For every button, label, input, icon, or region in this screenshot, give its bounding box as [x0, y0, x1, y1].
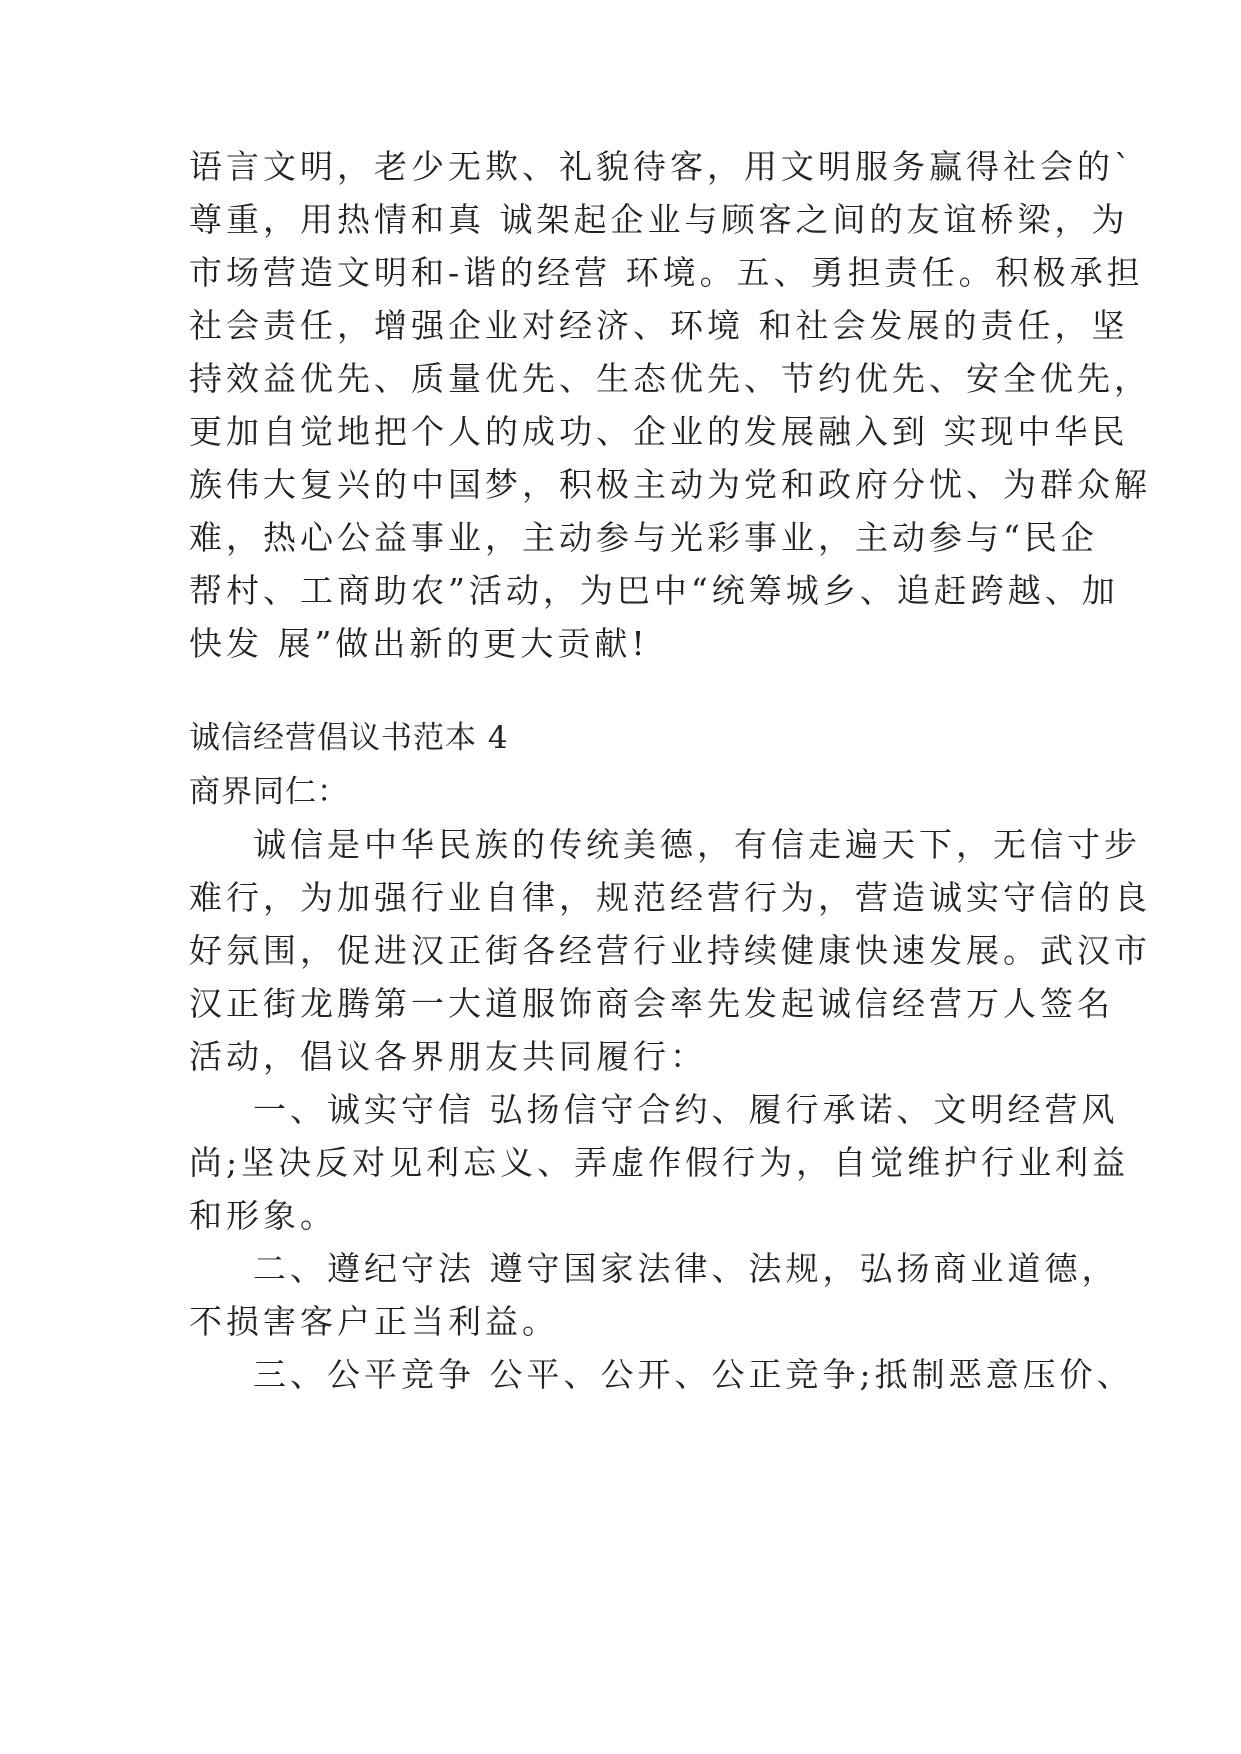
- text-line: 难，热心公益事业，主动参与光彩事业，主动参与“民企: [189, 518, 1098, 557]
- text-line: 社会责任，增强企业对经济、环境 和社会发展的责任，坚: [189, 306, 1129, 345]
- salutation: 商界同仁：: [189, 774, 349, 810]
- text-line: 帮村、工商助农”活动，为巴中“统筹城乡、追赶跨越、加: [189, 571, 1119, 610]
- text-line: 快发 展”做出新的更大贡献!: [189, 624, 649, 663]
- text-line: 更加自觉地把个人的成功、企业的发展融入到 实现中华民: [189, 412, 1129, 451]
- text-line: 尚;坚决反对见利忘义、弄虚作假行为，自觉维护行业利益: [189, 1143, 1130, 1182]
- text-line: 一、诚实守信 弘扬信守合约、履行承诺、文明经营风: [253, 1090, 1119, 1129]
- text-line: 族伟大复兴的中国梦，积极主动为党和政府分忧、为群众解: [189, 465, 1151, 504]
- text-line: 汉正街龙腾第一大道服饰商会率先发起诚信经营万人签名: [189, 984, 1114, 1023]
- text-line: 活动，倡议各界朋友共同履行：: [189, 1037, 707, 1076]
- text-line: 语言文明，老少无欺、礼貌待客，用文明服务赢得社会的`: [189, 147, 1135, 186]
- text-line: 尊重，用热情和真 诚架起企业与顾客之间的友谊桥梁，为: [189, 200, 1129, 239]
- text-line: 不损害客户正当利益。: [189, 1302, 559, 1341]
- text-line: 和形象。: [189, 1196, 337, 1235]
- text-line: 好氛围，促进汉正街各经营行业持续健康快速发展。武汉市: [189, 931, 1151, 970]
- text-line: 诚信是中华民族的传统美德，有信走遍天下，无信寸步: [253, 825, 1141, 864]
- text-line: 持效益优先、质量优先、生态优先、节约优先、安全优先，: [189, 359, 1151, 398]
- text-line: 三、公平竞争 公平、公开、公正竞争;抵制恶意压价、: [253, 1355, 1134, 1394]
- text-line: 难行，为加强行业自律，规范经营行为，营造诚实守信的良: [189, 878, 1151, 917]
- section-title: 诚信经营倡议书范本 4: [189, 720, 509, 756]
- text-line: 二、遵纪守法 遵守国家法律、法规，弘扬商业道德，: [253, 1249, 1119, 1288]
- text-line: 市场营造文明和-谐的经营 环境。五、勇担责任。积极承担: [189, 253, 1144, 292]
